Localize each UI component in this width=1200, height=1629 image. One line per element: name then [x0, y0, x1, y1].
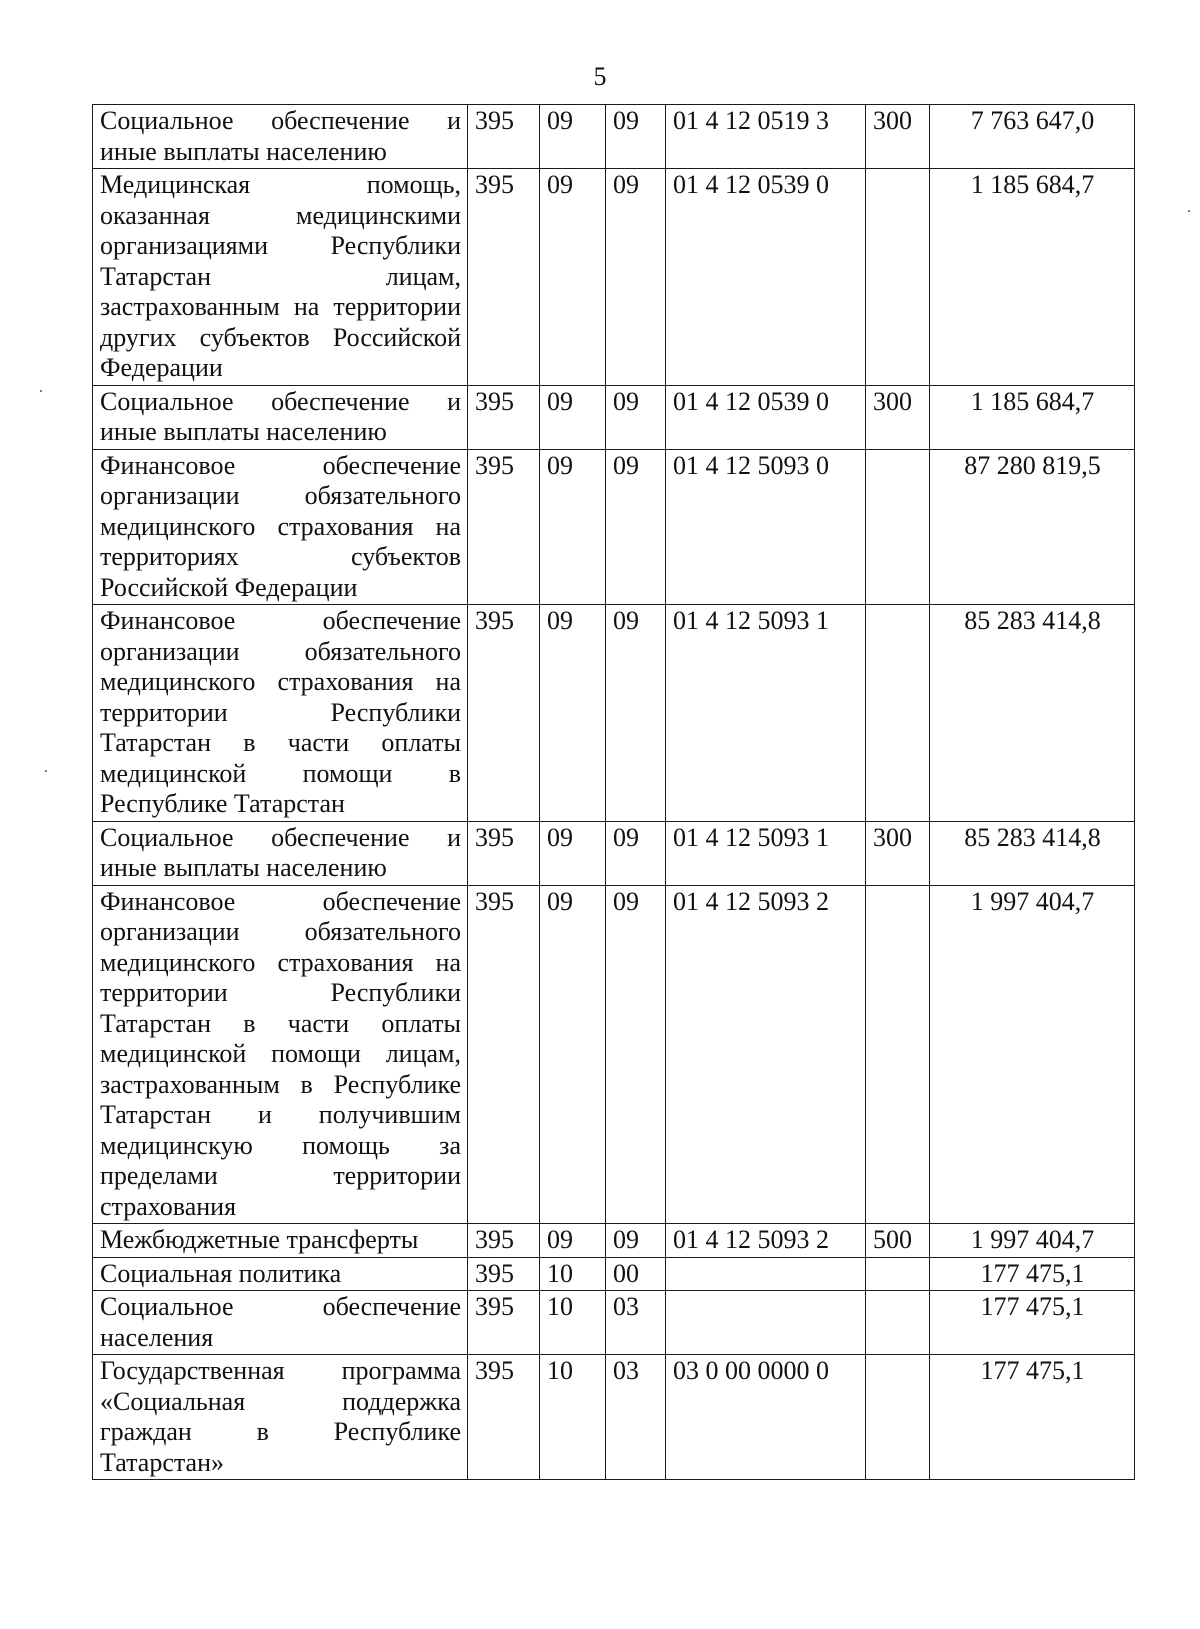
- row-cs: [666, 1291, 866, 1355]
- table-row: [93, 885, 1135, 1224]
- row-pr: 03: [606, 1291, 666, 1355]
- table-row: [93, 449, 1135, 605]
- table-row: [93, 1224, 1135, 1258]
- scan-speck: [45, 770, 47, 772]
- row-vr: 300: [866, 385, 930, 449]
- row-pr: 03: [606, 1355, 666, 1480]
- row-sum: 85 283 414,8: [930, 821, 1135, 885]
- row-pr: 09: [606, 385, 666, 449]
- row-cs: [666, 1257, 866, 1291]
- row-sum: 1 997 404,7: [930, 1224, 1135, 1258]
- row-sum: 1 185 684,7: [930, 169, 1135, 386]
- budget-table: [92, 104, 1135, 1480]
- row-cs: 01 4 12 0539 0: [666, 169, 866, 386]
- row-rz: 09: [540, 1224, 606, 1258]
- row-rz: 09: [540, 449, 606, 605]
- row-sum: 7 763 647,0: [930, 105, 1135, 169]
- row-pr: 09: [606, 169, 666, 386]
- row-rz: 10: [540, 1355, 606, 1480]
- row-rz: 09: [540, 105, 606, 169]
- scan-speck: [40, 390, 42, 392]
- row-cs: 01 4 12 5093 0: [666, 449, 866, 605]
- row-sum: 85 283 414,8: [930, 605, 1135, 822]
- row-pr: 09: [606, 105, 666, 169]
- row-rz: 09: [540, 821, 606, 885]
- table-row: [93, 169, 1135, 386]
- row-gr: 395: [468, 1257, 540, 1291]
- row-name: Государственная программа «Социальная поддержка граждан в Республике Татарстан»: [93, 1355, 468, 1480]
- row-pr: 09: [606, 449, 666, 605]
- row-name: Финансовое обеспечение организации обязательного медицинского страхования на территориях субъектов Российской Федерации: [93, 449, 468, 605]
- row-gr: 395: [468, 449, 540, 605]
- row-gr: 395: [468, 605, 540, 822]
- row-gr: 395: [468, 169, 540, 386]
- row-gr: 395: [468, 385, 540, 449]
- row-pr: 09: [606, 1224, 666, 1258]
- row-gr: 395: [468, 1224, 540, 1258]
- row-pr: 09: [606, 885, 666, 1224]
- row-vr: [866, 169, 930, 386]
- row-vr: [866, 449, 930, 605]
- row-cs: 01 4 12 5093 2: [666, 885, 866, 1224]
- table-row: [93, 1291, 1135, 1355]
- row-name: Медицинская помощь, оказанная медицинскими организациями Республики Татарстан лицам, застрахованным на территории других субъектов Российской Федерации: [93, 169, 468, 386]
- row-name: Социальное обеспечение и иные выплаты населению: [93, 821, 468, 885]
- table-row: [93, 105, 1135, 169]
- row-cs: 01 4 12 0519 3: [666, 105, 866, 169]
- row-name: Социальная политика: [93, 1257, 468, 1291]
- row-sum: 1 997 404,7: [930, 885, 1135, 1224]
- row-cs: 01 4 12 5093 1: [666, 821, 866, 885]
- row-vr: [866, 1257, 930, 1291]
- row-rz: 09: [540, 169, 606, 386]
- row-vr: 300: [866, 821, 930, 885]
- page-number: 5: [593, 62, 607, 91]
- row-cs: 03 0 00 0000 0: [666, 1355, 866, 1480]
- row-vr: [866, 1291, 930, 1355]
- row-gr: 395: [468, 105, 540, 169]
- table-row: [93, 1355, 1135, 1480]
- row-cs: 01 4 12 5093 1: [666, 605, 866, 822]
- table-row: [93, 1257, 1135, 1291]
- row-rz: 09: [540, 385, 606, 449]
- row-name: Социальное обеспечение населения: [93, 1291, 468, 1355]
- row-name: Финансовое обеспечение организации обязательного медицинского страхования на территории Республики Татарстан в части оплаты медицинской помощи в Республике Татарстан: [93, 605, 468, 822]
- scan-speck: [1188, 210, 1190, 212]
- row-pr: 00: [606, 1257, 666, 1291]
- row-gr: 395: [468, 885, 540, 1224]
- row-vr: [866, 605, 930, 822]
- row-sum: 177 475,1: [930, 1257, 1135, 1291]
- row-gr: 395: [468, 1291, 540, 1355]
- row-rz: 10: [540, 1257, 606, 1291]
- row-rz: 10: [540, 1291, 606, 1355]
- row-cs: 01 4 12 0539 0: [666, 385, 866, 449]
- row-cs: 01 4 12 5093 2: [666, 1224, 866, 1258]
- table-row: [93, 605, 1135, 822]
- row-rz: 09: [540, 605, 606, 822]
- row-vr: 300: [866, 105, 930, 169]
- row-sum: 87 280 819,5: [930, 449, 1135, 605]
- row-name: Финансовое обеспечение организации обязательного медицинского страхования на территории Республики Татарстан в части оплаты медицинской помощи лицам, застрахованным в Республике Татарстан и получившим медицинскую помощь за пределами территории страхования: [93, 885, 468, 1224]
- row-sum: 1 185 684,7: [930, 385, 1135, 449]
- row-rz: 09: [540, 885, 606, 1224]
- row-sum: 177 475,1: [930, 1291, 1135, 1355]
- row-vr: [866, 885, 930, 1224]
- row-name: Социальное обеспечение и иные выплаты населению: [93, 385, 468, 449]
- table-row: [93, 821, 1135, 885]
- row-name: Социальное обеспечение и иные выплаты населению: [93, 105, 468, 169]
- row-vr: 500: [866, 1224, 930, 1258]
- row-gr: 395: [468, 1355, 540, 1480]
- row-gr: 395: [468, 821, 540, 885]
- row-pr: 09: [606, 605, 666, 822]
- row-sum: 177 475,1: [930, 1355, 1135, 1480]
- table-row: [93, 385, 1135, 449]
- row-name: Межбюджетные трансферты: [93, 1224, 468, 1258]
- row-pr: 09: [606, 821, 666, 885]
- row-vr: [866, 1355, 930, 1480]
